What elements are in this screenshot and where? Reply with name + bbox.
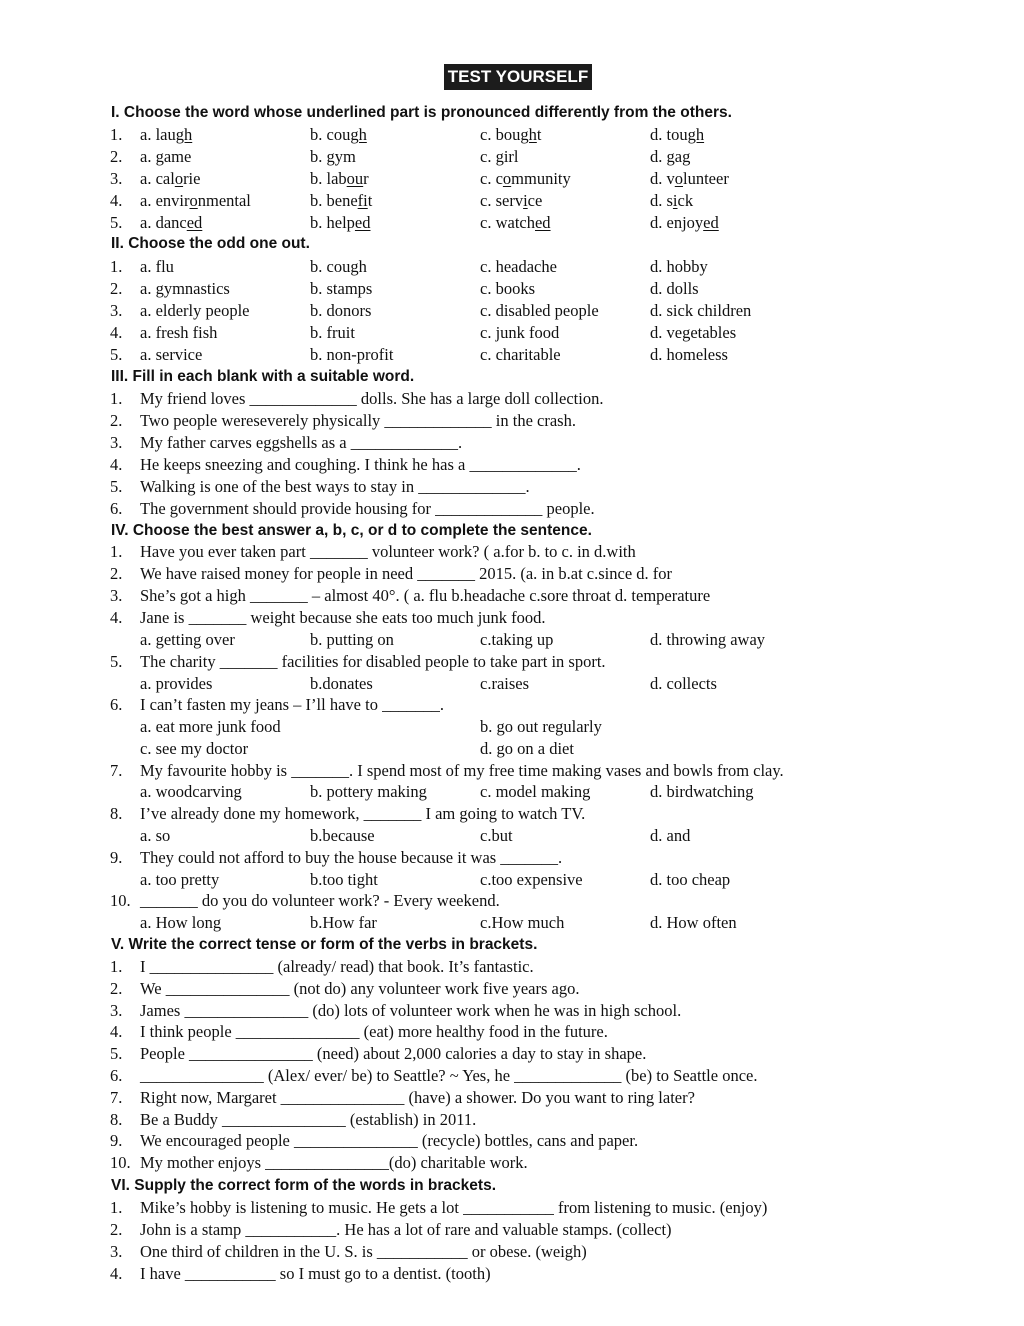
option-text: ame (163, 147, 192, 166)
question-number: 6. (110, 695, 123, 714)
option: a. woodcarving (140, 782, 242, 801)
question-number: 5. (110, 477, 123, 496)
question-number: 9. (110, 1131, 123, 1151)
option: b. go out regularly (480, 717, 602, 736)
section-heading: II. Choose the odd one out. (111, 235, 310, 252)
question-text: John is a stamp ___________. He has a lot of rare and valuable stamps. (collect) (140, 1220, 672, 1239)
question-text: The charity _______ facilities for disabled people to take part in sport. (140, 652, 606, 671)
option: b. pottery making (310, 782, 427, 801)
underlined-part: gh (687, 125, 705, 144)
option: d. sick children (650, 301, 752, 320)
option (650, 190, 693, 211)
option: c. disabled people (480, 301, 599, 320)
option (480, 168, 571, 189)
option: d. go on a diet (480, 739, 574, 758)
option-text: a. cal (140, 169, 175, 188)
option: b. non-profit (310, 345, 394, 364)
option-text: b. bene (310, 191, 358, 210)
option: a. getting over (140, 630, 235, 649)
question-number: 2. (110, 411, 123, 430)
option: a. provides (140, 674, 213, 693)
question-number: 7. (110, 1087, 123, 1107)
option-text: a. danc (140, 213, 187, 232)
option (480, 124, 541, 145)
underlined-part: g (495, 147, 504, 166)
option-text: r (363, 169, 369, 188)
option: c.taking up (480, 630, 554, 649)
question-number: 6. (110, 1066, 123, 1085)
option: a. too pretty (140, 870, 220, 889)
question-number: 2. (110, 1220, 123, 1239)
question-number: 5. (110, 1044, 123, 1064)
option: c.raises (480, 674, 530, 693)
question-text: I have ___________ so I must go to a dentist. (tooth) (140, 1264, 491, 1283)
question-number: 2. (110, 564, 123, 583)
question-number: 2. (110, 978, 123, 998)
option: c. junk food (480, 323, 560, 342)
option: c. charitable (480, 345, 561, 364)
option (650, 212, 719, 233)
option: b. donors (310, 301, 372, 320)
question-text: James _______________ (do) lots of volunteer work when he was in high school. (140, 1000, 682, 1020)
question-number: 4. (110, 323, 123, 342)
option: a. How long (140, 913, 222, 932)
option: c. model making (480, 782, 591, 801)
question-text: _______ do you do volunteer work? - Every weekend. (140, 891, 500, 910)
option: d. birdwatching (650, 782, 754, 801)
option: d. collects (650, 674, 717, 693)
underlined-part: i (523, 191, 528, 210)
option-text: a. (140, 147, 156, 166)
option: a. service (140, 345, 203, 364)
option (650, 124, 704, 145)
option: a. so (140, 826, 171, 845)
question-number: 4. (110, 191, 123, 210)
question-text: My father carves eggshells as a _____________. (140, 433, 463, 452)
option: d. and (650, 826, 691, 845)
option-text: ag (674, 147, 691, 166)
question-text: My mother enjoys _______________(do) charitable work. (140, 1153, 528, 1173)
option: d. dolls (650, 279, 699, 298)
question-number: 6. (110, 499, 123, 518)
option (650, 168, 729, 189)
option-text: c. bou (480, 125, 521, 144)
option-text: b. help (310, 213, 355, 232)
question-number: 3. (110, 1242, 123, 1261)
question-number: 4. (110, 608, 123, 627)
question-text: I’ve already done my homework, _______ I am going to watch TV. (140, 804, 586, 823)
question-number: 3. (110, 301, 123, 320)
question-number: 1. (110, 257, 123, 276)
option-text: ce (527, 191, 543, 210)
option-text: b. lab (310, 169, 347, 188)
option (140, 146, 191, 167)
option: d. throwing away (650, 630, 766, 649)
section-heading: III. Fill in each blank with a suitable word. (111, 368, 415, 385)
question-text: Mike’s hobby is listening to music. He gets a lot ___________ from listening to music. (enjoy) (140, 1198, 768, 1217)
question-number: 5. (110, 213, 123, 232)
option (310, 212, 371, 233)
question-text: We encouraged people _______________ (recycle) bottles, cans and paper. (140, 1131, 639, 1151)
option (480, 190, 542, 211)
option-text: b. (310, 147, 327, 166)
option: b.too tight (310, 870, 378, 889)
question-text: _______________ (Alex/ ever/ be) to Seattle? ~ Yes, he _____________ (be) to Seattle once. (140, 1066, 758, 1085)
question-number: 8. (110, 1109, 123, 1129)
option-text: nmental (197, 191, 251, 210)
option: b. fruit (310, 323, 355, 342)
option-text: d. enjoy (650, 213, 704, 232)
option: c.too expensive (480, 870, 583, 889)
underlined-part: ed (534, 213, 551, 232)
underlined-part: ed (703, 213, 719, 232)
option-text: ck (677, 191, 694, 210)
question-text: She’s got a high _______ – almost 40°. ( a. flu b.headache c.sore throat d. temperature (140, 586, 711, 605)
option-text: b. cou (310, 125, 351, 144)
option: d. hobby (650, 257, 708, 276)
question-number: 5. (110, 652, 123, 671)
option-text: t (536, 125, 542, 144)
question-text: He keeps sneezing and coughing. I think he has a _____________. (140, 455, 581, 474)
option (480, 146, 519, 167)
option-text: c. watch (480, 213, 535, 232)
question-number: 1. (110, 125, 123, 144)
option-text: a. lau (140, 125, 176, 144)
question-number: 4. (110, 455, 123, 474)
option-text: t (367, 191, 373, 210)
question-number: 8. (110, 804, 123, 823)
option (140, 124, 192, 145)
underlined-part: ed (186, 213, 203, 232)
question-text: Have you ever taken part _______ volunteer work? ( a.for b. to c. in d.with (140, 542, 636, 561)
underlined-part: gh (175, 125, 193, 144)
option-text: c. c (480, 169, 503, 188)
option: b.donates (310, 674, 373, 693)
option (140, 168, 200, 189)
question-text: One third of children in the U. S. is ___________ or obese. (weigh) (140, 1242, 587, 1261)
question-number: 4. (110, 1022, 123, 1042)
option (140, 212, 202, 233)
section-heading: V. Write the correct tense or form of the verbs in brackets. (111, 936, 538, 953)
option-text: irl (503, 147, 519, 166)
section-heading: VI. Supply the correct form of the words in brackets. (111, 1177, 496, 1194)
question-number: 1. (110, 389, 123, 408)
question-number: 5. (110, 345, 123, 364)
option (310, 168, 369, 189)
question-text: Two people wereseverely physically _____________ in the crash. (140, 411, 576, 430)
question-text: I think people _______________ (eat) more healthy food in the future. (140, 1022, 608, 1042)
underlined-part: g (666, 147, 675, 166)
question-number: 1. (110, 957, 123, 976)
option (650, 146, 690, 167)
question-text: We _______________ (not do) any volunteer work five years ago. (140, 978, 580, 998)
underlined-part: g (326, 147, 335, 166)
page-title: TEST YOURSELF (444, 64, 592, 90)
underlined-part: ed (354, 213, 371, 232)
option-text: c. (480, 147, 496, 166)
question-text: My friend loves _____________ dolls. She has a large doll collection. (140, 389, 604, 408)
option: a. elderly people (140, 301, 250, 320)
option-text: lunteer (683, 169, 729, 188)
question-number: 1. (110, 1198, 123, 1217)
option: c. see my doctor (140, 739, 249, 758)
underlined-part: gh (520, 125, 537, 144)
option (310, 190, 372, 211)
question-text: My favourite hobby is _______. I spend most of my free time making vases and bowls from clay. (140, 761, 784, 780)
option: a. gymnastics (140, 279, 230, 298)
option: c.but (480, 826, 513, 845)
section-heading: I. Choose the word whose underlined part is pronounced differently from the others. (111, 104, 732, 121)
option: a. fresh fish (140, 323, 218, 342)
underlined-part: o (174, 169, 184, 188)
question-number: 2. (110, 279, 123, 298)
underlined-part: g (155, 147, 164, 166)
option-text: d. tou (650, 125, 688, 144)
underlined-part: o (502, 169, 512, 188)
underlined-part: o (674, 169, 683, 188)
question-text: People _______________ (need) about 2,000 calories a day to stay in shape. (140, 1044, 647, 1064)
option: b.How far (310, 913, 377, 932)
question-text: We have raised money for people in need _______ 2015. (a. in b.at c.since d. for (140, 564, 673, 583)
option-text: d. (650, 147, 667, 166)
question-text: Jane is _______ weight because she eats too much junk food. (140, 608, 546, 627)
question-number: 4. (110, 1264, 123, 1283)
option-text: a. envir (140, 191, 190, 210)
option-text: d. s (650, 191, 673, 210)
option: d. too cheap (650, 870, 731, 889)
option: b. putting on (310, 630, 394, 649)
underlined-part: o (189, 191, 198, 210)
option: d. How often (650, 913, 737, 932)
question-number: 10. (110, 891, 131, 910)
option: c. books (480, 279, 535, 298)
underlined-part: ou (346, 169, 364, 188)
question-number: 9. (110, 848, 123, 867)
question-number: 3. (110, 586, 123, 605)
option (310, 124, 367, 145)
question-text: Walking is one of the best ways to stay in _____________. (140, 477, 530, 496)
option-text: d. v (650, 169, 675, 188)
option-text: ym (334, 147, 356, 166)
option: c.How much (480, 913, 565, 932)
option: a. flu (140, 257, 174, 276)
option: b.because (310, 826, 375, 845)
question-number: 1. (110, 542, 123, 561)
underlined-part: gh (350, 125, 367, 144)
option: c. headache (480, 257, 557, 276)
option: b. stamps (310, 279, 373, 298)
question-number: 3. (110, 1000, 123, 1020)
question-number: 2. (110, 147, 123, 166)
question-number: 7. (110, 761, 123, 780)
option-text: rie (183, 169, 201, 188)
option: b. cough (310, 257, 367, 276)
option-text: mmunity (511, 169, 571, 188)
option (140, 190, 251, 211)
option (480, 212, 551, 233)
question-text: The government should provide housing for _____________ people. (140, 499, 595, 518)
underlined-part: fi (357, 191, 368, 210)
question-text: They could not afford to buy the house because it was _______. (140, 848, 563, 867)
question-text: Be a Buddy _______________ (establish) in 2011. (140, 1109, 477, 1129)
question-number: 10. (110, 1153, 131, 1173)
option: a. eat more junk food (140, 717, 281, 736)
question-number: 3. (110, 433, 123, 452)
section-heading: IV. Choose the best answer a, b, c, or d to complete the sentence. (111, 522, 592, 539)
option: d. vegetables (650, 323, 737, 342)
underlined-part: i (672, 191, 678, 210)
question-number: 3. (110, 169, 123, 188)
question-text: I _______________ (already/ read) that book. It’s fantastic. (140, 957, 534, 976)
question-text: I can’t fasten my jeans – I’ll have to _______. (140, 695, 444, 714)
option (310, 146, 356, 167)
option: d. homeless (650, 345, 728, 364)
question-text: Right now, Margaret _______________ (have) a shower. Do you want to ring later? (140, 1087, 695, 1107)
option-text: c. serv (480, 191, 524, 210)
